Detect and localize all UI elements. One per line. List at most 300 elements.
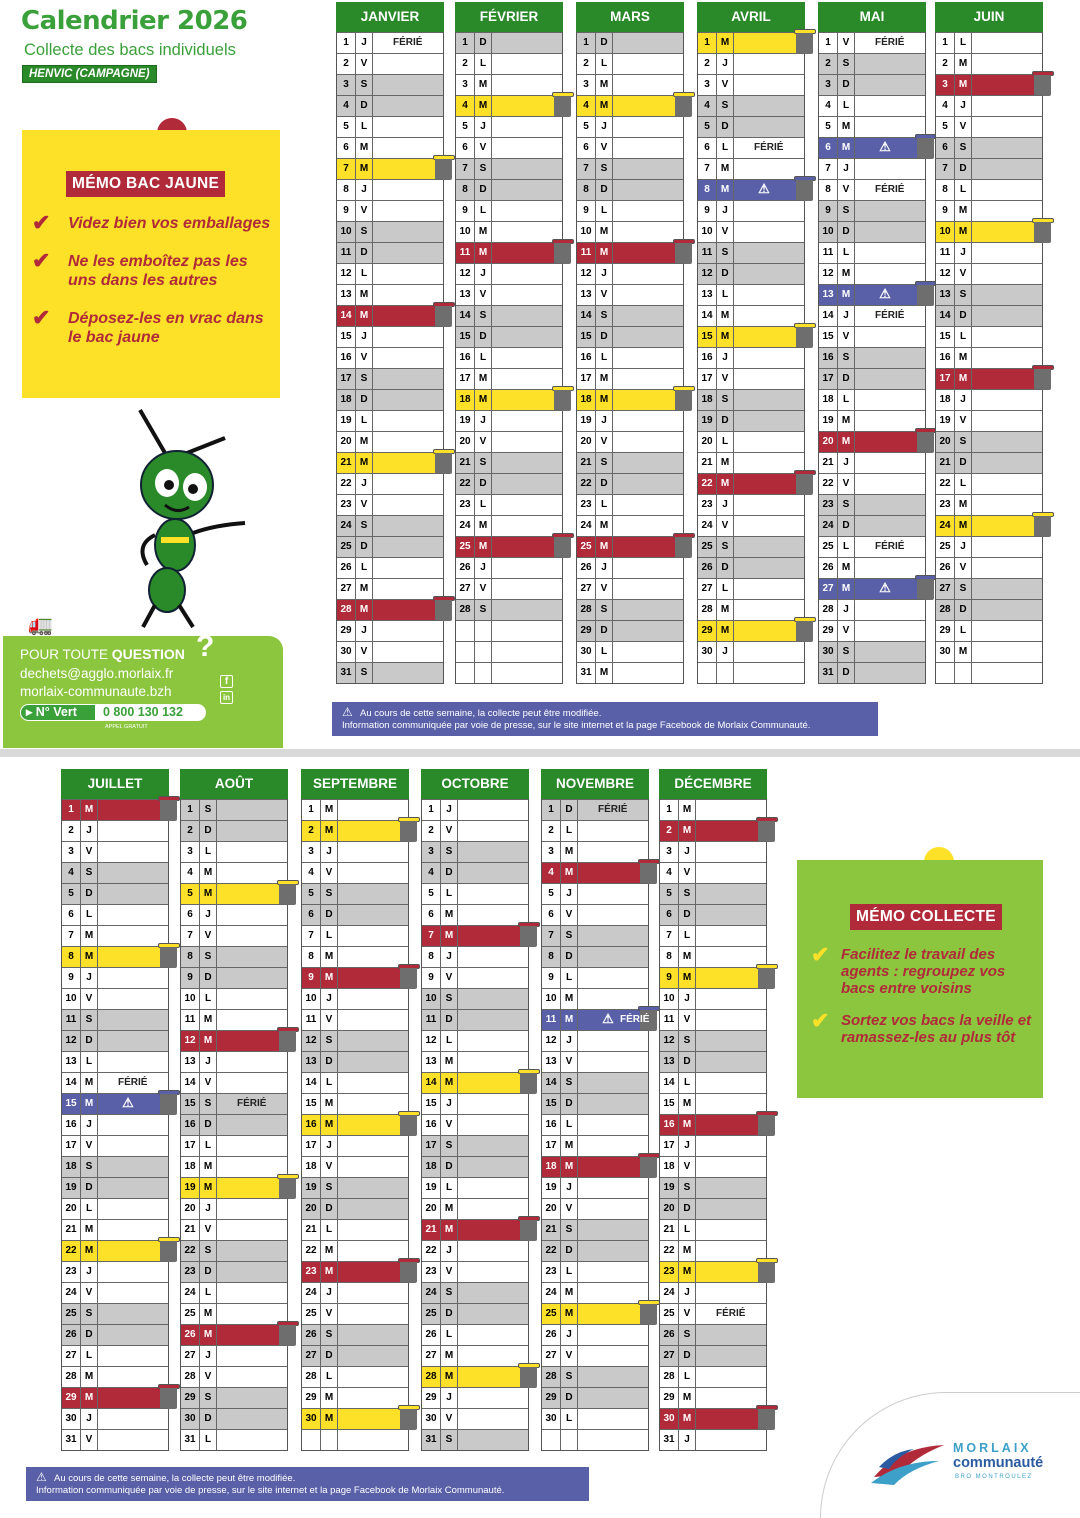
day-info [613,390,683,410]
day-info [98,1388,168,1408]
warning-icon: ⚠ [879,580,891,595]
day-info [458,1388,528,1408]
month-header: DÉCEMBRE [659,769,767,799]
collecte-jaune-day [698,620,804,641]
day-number: 3 [422,842,441,862]
collecte-jaune-day [542,1303,648,1324]
day-row [422,799,528,820]
day-letter: L [200,842,217,862]
day-info [972,411,1042,431]
day-row [302,1282,408,1303]
day-info [696,1052,766,1072]
day-info [458,1010,528,1030]
day-letter: S [561,1073,578,1093]
day-letter: M [561,989,578,1009]
day-info [338,1115,408,1135]
memo-collecte-title: MÉMO COLLECTE [850,904,1002,930]
day-letter: S [356,369,373,389]
day-letter: L [596,201,613,221]
day-row [337,137,443,158]
day-info [855,159,925,179]
day-letter: V [200,926,217,946]
day-letter: D [475,327,492,347]
day-letter [321,1430,338,1450]
day-info [734,201,804,221]
day-row [302,1156,408,1177]
day-number: 14 [62,1073,81,1093]
day-number: 23 [337,495,356,515]
day-row [422,862,528,883]
day-number: 10 [456,222,475,242]
day-info [578,1388,648,1408]
day-row [337,620,443,641]
day-row [181,925,287,946]
day-letter: L [356,264,373,284]
collecte-jaune-day [422,1072,528,1093]
day-letter: S [475,453,492,473]
day-letter: L [441,884,458,904]
day-info [578,1220,648,1240]
collecte-modifiee-day [819,578,925,599]
day-row [660,1429,766,1450]
day-row [542,1282,648,1303]
day-number: 11 [302,1010,321,1030]
day-row [542,841,648,862]
day-letter: D [596,327,613,347]
check-icon: ✔ [32,248,51,273]
day-info [217,1388,287,1408]
day-info [972,600,1042,620]
day-letter: M [955,201,972,221]
day-info [734,96,804,116]
day-info [458,1178,528,1198]
bin-icon [552,386,572,412]
day-row [660,1219,766,1240]
day-info [613,327,683,347]
collecte-ordures-day [62,799,168,820]
month-grid [576,32,684,684]
day-letter: M [321,947,338,967]
day-letter: D [356,243,373,263]
day-info [855,432,925,452]
day-letter: J [838,159,855,179]
day-letter: S [838,54,855,74]
day-number: 28 [422,1367,441,1387]
day-row [577,221,683,242]
month-header: MARS [576,2,684,32]
day-number: 13 [577,285,596,305]
day-row [337,32,443,53]
day-row [181,1135,287,1156]
day-row [698,263,804,284]
day-row [337,74,443,95]
day-info [338,989,408,1009]
day-letter: S [81,863,98,883]
day-info [613,411,683,431]
day-letter: L [321,1220,338,1240]
day-info [373,306,443,326]
day-letter: L [679,1367,696,1387]
day-number: 27 [62,1346,81,1366]
day-letter: S [200,947,217,967]
day-row [62,1219,168,1240]
day-letter: J [561,884,578,904]
appel-gratuit: APPEL GRATUIT [105,724,148,730]
collecte-modifiee-day [62,1093,168,1114]
day-number: 25 [337,537,356,557]
day-info [373,537,443,557]
month-novembre [541,769,649,1451]
day-letter: S [356,75,373,95]
day-letter: M [838,579,855,599]
collecte-jaune-day [456,389,562,410]
day-row [819,32,925,53]
day-number: 28 [302,1367,321,1387]
bin-icon [518,1069,538,1095]
day-letter: M [955,75,972,95]
day-info [613,138,683,158]
day-info [458,1073,528,1093]
day-number: 3 [660,842,679,862]
day-info [338,1346,408,1366]
day-row [62,841,168,862]
day-letter: D [955,159,972,179]
day-number: 24 [422,1283,441,1303]
day-row [936,494,1042,515]
day-info [855,54,925,74]
day-info [98,863,168,883]
day-row [337,263,443,284]
day-number: 7 [62,926,81,946]
day-number: 18 [542,1157,561,1177]
day-number: 31 [337,663,356,683]
day-number: 27 [936,579,955,599]
day-row [819,410,925,431]
day-row [936,95,1042,116]
day-number: 6 [181,905,200,925]
day-row [698,158,804,179]
day-info [855,390,925,410]
day-letter: J [679,1283,696,1303]
day-letter: J [596,117,613,137]
day-number: 26 [337,558,356,578]
day-row [819,515,925,536]
warning-icon: ⚠ [602,1011,614,1026]
day-row [698,599,804,620]
day-number: 13 [698,285,717,305]
day-letter: J [717,348,734,368]
day-row [302,1366,408,1387]
day-info [972,621,1042,641]
day-number: 22 [62,1241,81,1261]
day-row [542,1345,648,1366]
bin-icon [277,880,297,906]
day-info [98,905,168,925]
day-letter: S [200,1388,217,1408]
day-letter: D [717,117,734,137]
bin-icon [158,1090,178,1116]
day-row [337,515,443,536]
bin-icon [518,1363,538,1389]
day-info [217,989,287,1009]
day-row [62,1345,168,1366]
day-number: 4 [302,863,321,883]
day-number: 12 [936,264,955,284]
day-number: 7 [660,926,679,946]
day-letter: M [561,1010,578,1030]
bin-icon [794,29,814,55]
day-number: 18 [819,390,838,410]
day-number: 28 [337,600,356,620]
day-number: 12 [181,1031,200,1051]
day-number: 18 [337,390,356,410]
day-info [613,201,683,221]
day-info [98,1010,168,1030]
contact-website[interactable]: morlaix-communaute.bzh [20,684,172,699]
day-number: 27 [422,1346,441,1366]
day-number: 24 [62,1283,81,1303]
bin-icon [433,449,453,475]
day-letter: M [955,222,972,242]
day-row [660,883,766,904]
day-letter: D [561,800,578,820]
day-row [422,1198,528,1219]
day-info [972,537,1042,557]
day-letter: D [596,621,613,641]
day-row [62,862,168,883]
day-letter: M [356,432,373,452]
day-letter: M [561,842,578,862]
day-letter: M [321,800,338,820]
month-header: AVRIL [697,2,805,32]
day-number: 20 [542,1199,561,1219]
month-juin [935,2,1043,684]
day-letter: S [679,1178,696,1198]
day-info [578,1262,648,1282]
day-letter: M [679,821,696,841]
day-info [972,222,1042,242]
day-number: 6 [456,138,475,158]
day-row [577,347,683,368]
day-info [373,117,443,137]
day-info [696,1409,766,1429]
check-icon: ✔ [811,942,830,967]
day-info [855,75,925,95]
day-number: 29 [577,621,596,641]
bin-icon [794,470,814,496]
day-letter: J [596,558,613,578]
day-number: 20 [302,1199,321,1219]
day-row [62,1156,168,1177]
day-info [734,558,804,578]
day-row [577,284,683,305]
day-info [855,537,925,557]
day-letter: M [441,1346,458,1366]
day-letter: M [955,348,972,368]
day-number: 30 [422,1409,441,1429]
collecte-ordures-day [542,862,648,883]
day-letter: D [717,411,734,431]
day-row [936,200,1042,221]
day-letter: S [81,1304,98,1324]
day-info [972,75,1042,95]
day-number: 29 [819,621,838,641]
day-number: 1 [698,33,717,53]
day-letter: J [561,1178,578,1198]
day-letter: V [200,1220,217,1240]
day-number: 8 [337,180,356,200]
day-number: 2 [660,821,679,841]
day-info [458,821,528,841]
memo-collecte-list [809,942,1041,1061]
day-letter: V [955,264,972,284]
day-letter: J [441,1388,458,1408]
question-text: POUR TOUTE QUESTION [20,646,185,662]
day-number: 17 [422,1136,441,1156]
day-info [338,1220,408,1240]
day-info [458,884,528,904]
day-number: 1 [819,33,838,53]
day-number: 19 [302,1178,321,1198]
day-letter: L [441,1325,458,1345]
day-letter: S [561,926,578,946]
day-row [62,1198,168,1219]
day-number: 30 [660,1409,679,1429]
day-number: 24 [698,516,717,536]
day-letter: L [561,1409,578,1429]
day-row [337,326,443,347]
day-number: 1 [660,800,679,820]
day-info [373,642,443,662]
day-number: 25 [456,537,475,557]
day-info [855,474,925,494]
day-number: 16 [698,348,717,368]
day-letter: M [955,54,972,74]
numero-vert[interactable] [20,704,206,721]
day-info [217,947,287,967]
day-info [578,947,648,967]
day-letter: D [679,1346,696,1366]
day-number: 27 [181,1346,200,1366]
day-row [181,1366,287,1387]
day-number: 16 [542,1115,561,1135]
day-letter: S [200,1241,217,1261]
day-info [458,1031,528,1051]
day-letter: L [81,1052,98,1072]
day-letter: M [679,1262,696,1282]
day-row [337,53,443,74]
day-letter: V [321,1010,338,1030]
ferie-label: FÉRIÉ [875,310,905,321]
day-info [338,968,408,988]
collecte-ordures-day [936,74,1042,95]
day-letter: M [200,1010,217,1030]
day-letter: D [200,968,217,988]
day-info [855,348,925,368]
day-number: 7 [456,159,475,179]
day-number: 22 [819,474,838,494]
day-info [855,495,925,515]
day-number: 18 [660,1157,679,1177]
day-row [698,221,804,242]
day-info [458,947,528,967]
day-number: 1 [181,800,200,820]
day-number: 22 [456,474,475,494]
day-number: 22 [577,474,596,494]
month-mars [576,2,684,684]
day-letter: V [561,1346,578,1366]
collecte-ordures-day [577,536,683,557]
day-letter: V [838,621,855,641]
day-number: 7 [936,159,955,179]
day-number: 19 [577,411,596,431]
memo-bac-jaune [22,130,280,398]
day-info [492,390,562,410]
memo-bac-jaune-title: MÉMO BAC JAUNE [66,171,225,197]
day-info [217,1199,287,1219]
day-info [338,842,408,862]
day-info [972,327,1042,347]
day-letter: S [561,1367,578,1387]
day-row [302,862,408,883]
day-row [337,494,443,515]
day-number: 21 [660,1220,679,1240]
day-row [660,946,766,967]
day-row [698,494,804,515]
day-number: 24 [456,516,475,536]
month-grid [421,799,529,1451]
day-row [698,431,804,452]
month-grid [301,799,409,1451]
day-number: 17 [302,1136,321,1156]
day-row [337,284,443,305]
day-info [613,642,683,662]
day-info [855,33,925,53]
day-number: 14 [698,306,717,326]
day-info [696,884,766,904]
day-row [302,946,408,967]
day-row [577,662,683,683]
day-letter: L [838,390,855,410]
day-row [660,1030,766,1051]
day-letter: S [596,600,613,620]
day-info [217,1115,287,1135]
day-letter: V [955,558,972,578]
day-info [373,201,443,221]
day-number: 2 [698,54,717,74]
warning-icon: ⚠ [36,1470,47,1484]
day-letter: L [561,968,578,988]
day-number: 21 [698,453,717,473]
day-letter: D [838,516,855,536]
day-info [373,411,443,431]
collecte-jaune-day [337,158,443,179]
contact-email[interactable]: dechets@agglo.morlaix.fr [20,666,174,681]
facebook-icon[interactable]: f [220,675,233,688]
day-letter: V [838,474,855,494]
linkedin-icon[interactable]: in [220,691,233,704]
day-row [542,1198,648,1219]
day-letter: L [596,54,613,74]
day-letter: D [596,33,613,53]
day-letter: L [717,285,734,305]
day-info [373,54,443,74]
day-info [458,1136,528,1156]
day-number: 18 [62,1157,81,1177]
day-letter: V [717,222,734,242]
day-info [217,1241,287,1261]
collecte-jaune-day [181,1177,287,1198]
